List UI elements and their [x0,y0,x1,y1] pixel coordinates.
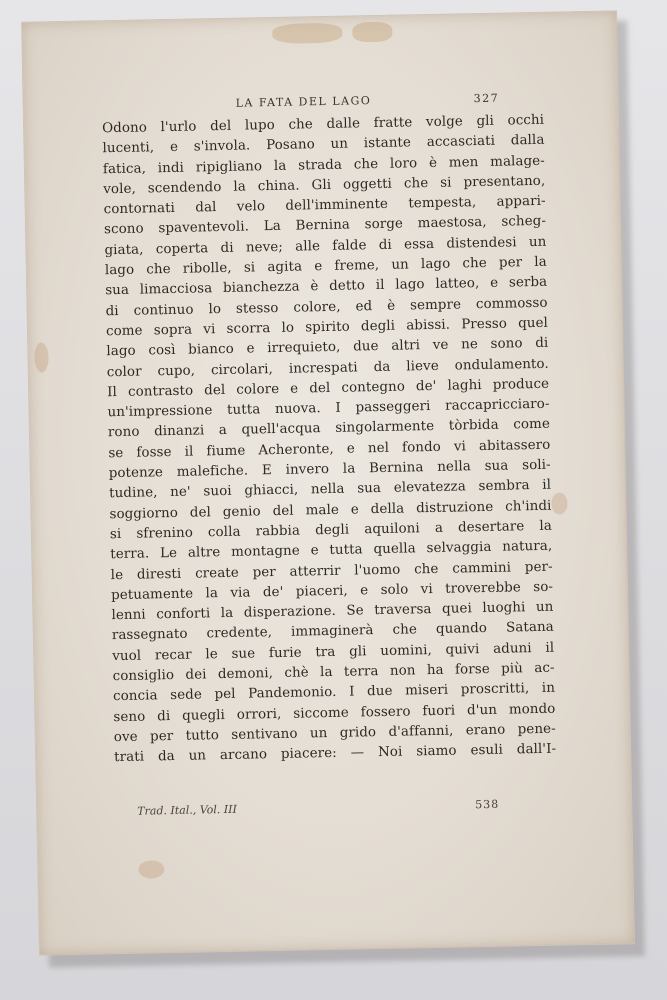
text-line: vole, scendendo la china. Gli oggetti che si presentano, [103,173,546,198]
foxing-spot [34,342,49,372]
text-line: fatica, indi ripigliano la strada che loro è men malage- [102,153,545,177]
text-line: vuol recar le sue furie tra gli uomini, quivi aduni il [112,640,555,664]
text-line: se fosse il fiume Acheronte, e nel fondo vi abitassero [108,437,551,461]
running-head [24,89,618,110]
text-line: lucenti, e s'invola. Posano un istante accasciati dalla [102,133,545,157]
running-title: LA FATA DEL LAGO [235,94,372,110]
book-page [21,10,635,955]
text-line: le diresti create per atterrir l'uomo che cammini per- [110,559,553,583]
text-line: scono spaventevoli. La Bernina sorge maestosa, scheg- [103,214,547,238]
text-line: rassegnato credente, immaginerà che quando Satana [111,620,554,644]
text-line: trati da un arcano piacere: — Noi siamo esuli dall'I- [114,741,557,766]
text-line: lago così bianco e irrequieto, due altri ve ne sono di [106,336,549,360]
foxing-spot [138,860,164,878]
text-line: concia sede pel Pandemonio. I due miseri proscritti, in [112,680,556,705]
text-line: seno di quegli orrori, siccome fossero fuori d'un mondo [113,701,556,725]
text-line: come sopra vi scorra lo spirito degli abissi. Presso quel [105,315,549,340]
text-line: ove per tutto sentivano un grido d'affanni, erano pene- [113,721,556,746]
text-line: un'impressione tutta nuova. I passeggeri raccapricciaro- [107,396,550,421]
text-line: terra. Le altre montagne e tutta quella selvaggia natura, [110,538,553,563]
text-line: di continuo lo stesso colore, ed è sempre commosso [105,295,548,319]
signature-mark: 538 [475,797,500,812]
page-footer [37,795,631,818]
body-text [102,111,556,769]
stain-top-2 [352,22,392,43]
text-line: Odono l'urlo del lupo che dalle fratte volge gli occhi [102,112,545,137]
text-line: tudine, ne' suoi ghiacci, nella sua elevatezza sembra il [109,478,552,502]
text-line: lago che ribolle, si agita e freme, un lago che per la [104,254,547,279]
text-line: color cupo, circolari, increspati da lieve ondulamento. [106,356,549,380]
text-line: potenze malefiche. E invero la Bernina nella sua soli- [108,457,551,482]
foxing-spot [551,492,567,514]
text-line: Il contrasto del colore e del contegno de' laghi produce [107,376,550,401]
text-line: contornati dal velo dell'imminente tempesta, appari- [103,193,546,218]
signature-note: Trad. Ital., Vol. III [137,802,237,818]
text-line: giata, coperta di neve; alle falde di essa distendesi un [104,234,547,259]
text-line: si sfrenino colla rabbia degli aquiloni a desertare la [109,518,553,543]
text-line: rono dinanzi a quell'acqua singolarmente tòrbida come [107,417,551,441]
text-line: sua limacciosa bianchezza è detto il lago latteo, e serba [105,275,548,299]
stain-top [272,23,342,44]
text-line: soggiorno del genio del male e della distruzione ch'indi [109,498,552,522]
text-line: lenni conforti la disperazione. Se traversa quei luoghi un [111,599,554,624]
page-number: 327 [473,91,500,106]
text-line: petuamente la via de' piaceri, e solo vi troverebbe so- [110,579,554,604]
text-line: consiglio dei demoni, chè la terra non ha forse più ac- [112,660,555,685]
